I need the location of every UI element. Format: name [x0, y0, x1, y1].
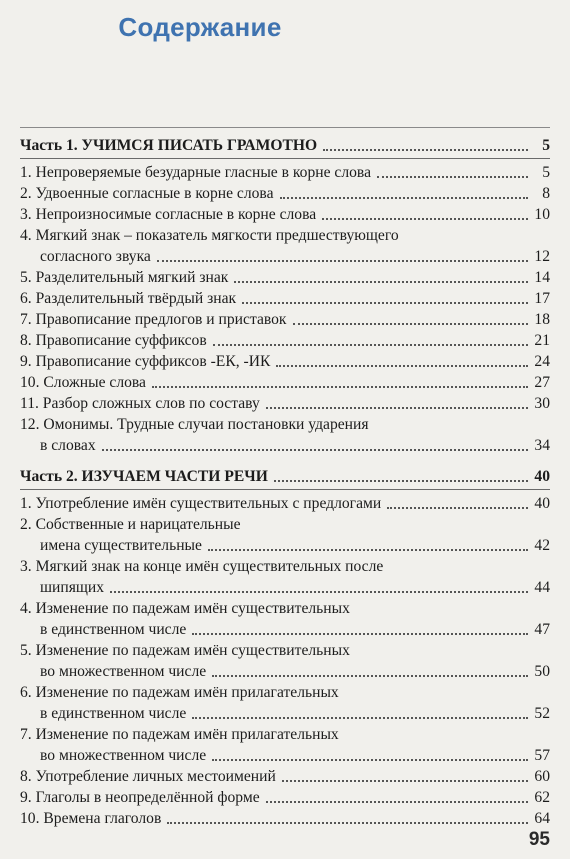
dot-leader	[157, 260, 528, 262]
toc-entry-text: 1. Употребление имён существительных с предлогами	[20, 495, 382, 512]
toc-entry-page: 10	[534, 206, 550, 223]
toc-entry-line	[20, 661, 550, 682]
toc-entry-text: в единственном числе	[40, 621, 187, 638]
toc-entry-text: 8. Употребление личных местоимений	[20, 768, 276, 785]
dot-leader	[102, 449, 528, 451]
toc-entry-page: 14	[534, 269, 550, 286]
toc-entry-text: 5. Изменение по падежам имён существительных	[20, 642, 350, 659]
dot-leader	[266, 801, 528, 803]
toc-entry-text: 3. Мягкий знак на конце имён существительных после	[20, 558, 384, 575]
toc-entry-text: 9. Глаголы в неопределённой форме	[20, 789, 260, 806]
dot-leader	[213, 344, 528, 346]
toc-entry[interactable]	[20, 414, 550, 456]
toc-entry-line	[20, 351, 550, 372]
toc-entry[interactable]	[20, 351, 550, 372]
dot-leader	[377, 176, 528, 178]
toc-entry-page: 18	[534, 311, 550, 328]
toc-entry-page: 42	[534, 537, 550, 554]
dot-leader	[242, 302, 528, 304]
toc-entry-text: 10. Сложные слова	[20, 374, 146, 391]
toc-entry-line	[20, 246, 550, 267]
toc-entry-line	[20, 493, 550, 514]
toc-entry-text: 8. Правописание суффиксов	[20, 332, 207, 349]
toc-entry[interactable]	[20, 724, 550, 766]
table-of-contents	[20, 135, 550, 829]
toc-entry-page: 24	[534, 353, 550, 370]
dot-leader	[387, 507, 528, 509]
toc-entry-text: 11. Разбор сложных слов по составу	[20, 395, 260, 412]
toc-entry-page: 50	[534, 663, 550, 680]
dot-leader	[212, 675, 528, 677]
toc-entry-page: 34	[534, 437, 550, 454]
toc-entry-line	[20, 682, 550, 703]
toc-entry-line	[20, 619, 550, 640]
toc-entry-text: имена существительные	[40, 537, 202, 554]
toc-entry[interactable]	[20, 225, 550, 267]
toc-part-label: Часть 1. УЧИМСЯ ПИСАТЬ ГРАМОТНО	[20, 137, 318, 154]
toc-entry[interactable]	[20, 493, 550, 514]
dot-leader	[293, 323, 528, 325]
toc-entry[interactable]	[20, 640, 550, 682]
toc-part-page: 40	[534, 468, 550, 485]
toc-entry-line	[20, 514, 550, 535]
dot-leader	[276, 365, 528, 367]
toc-entry-page: 62	[534, 789, 550, 806]
toc-entry-text: во множественном числе	[40, 663, 207, 680]
toc-entry-line	[20, 330, 550, 351]
toc-entry[interactable]	[20, 330, 550, 351]
page-title: Содержание	[118, 12, 282, 42]
toc-entry-page: 12	[534, 248, 550, 265]
toc-entry-text: 7. Изменение по падежам имён прилагательных	[20, 726, 339, 743]
toc-entry-line	[20, 808, 550, 829]
toc-entry-line	[20, 724, 550, 745]
page-number: 95	[528, 829, 550, 850]
toc-entry-line	[20, 288, 550, 309]
toc-entry-line	[20, 267, 550, 288]
toc-entry-page: 30	[534, 395, 550, 412]
toc-entry[interactable]	[20, 766, 550, 787]
toc-entry-text: 10. Времена глаголов	[20, 810, 162, 827]
toc-entry-line	[20, 598, 550, 619]
toc-entry-line	[20, 309, 550, 330]
toc-entry-text: в словах	[40, 437, 96, 454]
toc-part-label: Часть 2. ИЗУЧАЕМ ЧАСТИ РЕЧИ	[20, 468, 268, 485]
toc-entry-text: в единственном числе	[40, 705, 187, 722]
toc-entry-text: 1. Непроверяемые безударные гласные в корне слова	[20, 164, 371, 181]
toc-entry[interactable]	[20, 162, 550, 183]
toc-part-heading[interactable]	[20, 466, 550, 487]
dot-leader	[280, 197, 528, 199]
toc-entry[interactable]	[20, 808, 550, 829]
part-divider	[20, 158, 550, 159]
dot-leader	[322, 218, 528, 220]
toc-entry-line	[20, 556, 550, 577]
dot-leader	[110, 591, 528, 593]
toc-entry-text: во множественном числе	[40, 747, 207, 764]
toc-entry[interactable]	[20, 372, 550, 393]
toc-entry-line	[20, 640, 550, 661]
toc-entry-text: 7. Правописание предлогов и приставок	[20, 311, 287, 328]
toc-entry-line	[20, 372, 550, 393]
toc-part-page: 5	[542, 137, 550, 154]
toc-entry-page: 21	[534, 332, 550, 349]
toc-entry[interactable]	[20, 514, 550, 556]
toc-entry-line	[20, 787, 550, 808]
toc-entry-page: 60	[534, 768, 550, 785]
toc-entry-text: 9. Правописание суффиксов -ЕК, -ИК	[20, 353, 271, 370]
dot-leader	[323, 149, 528, 151]
dot-leader	[234, 281, 528, 283]
toc-entry[interactable]	[20, 288, 550, 309]
toc-entry-line	[20, 162, 550, 183]
dot-leader	[282, 780, 528, 782]
toc-part-heading[interactable]	[20, 135, 550, 156]
toc-entry-text: 6. Изменение по падежам имён прилагательных	[20, 684, 339, 701]
toc-entry-page: 44	[534, 579, 550, 596]
dot-leader	[274, 480, 528, 482]
toc-entry[interactable]	[20, 393, 550, 414]
toc-entry-text: шипящих	[40, 579, 105, 596]
toc-entry[interactable]	[20, 598, 550, 640]
toc-entry-text: 3. Непроизносимые согласные в корне слова	[20, 206, 317, 223]
part-gap	[20, 456, 550, 466]
toc-entry-page: 40	[534, 495, 550, 512]
toc-entry-text: 2. Удвоенные согласные в корне слова	[20, 185, 274, 202]
toc-entry-line	[20, 435, 550, 456]
toc-entry-text: согласного звука	[40, 248, 151, 265]
toc-entry-page: 8	[542, 185, 550, 202]
toc-entry-line	[20, 393, 550, 414]
dot-leader	[266, 407, 528, 409]
dot-leader	[152, 386, 528, 388]
toc-entry-text: 4. Мягкий знак – показатель мягкости предшествующего	[20, 227, 399, 244]
part-divider	[20, 489, 550, 490]
dot-leader	[208, 549, 528, 551]
toc-entry[interactable]	[20, 682, 550, 724]
toc-entry-page: 27	[534, 374, 550, 391]
dot-leader	[167, 822, 528, 824]
toc-entry-page: 52	[534, 705, 550, 722]
dot-leader	[192, 717, 528, 719]
dot-leader	[192, 633, 528, 635]
toc-entry-page: 47	[534, 621, 550, 638]
toc-entry-line	[20, 745, 550, 766]
toc-entry-page: 17	[534, 290, 550, 307]
toc-entry[interactable]	[20, 183, 550, 204]
toc-entry-text: 2. Собственные и нарицательные	[20, 516, 241, 533]
toc-entry-page: 5	[542, 164, 550, 181]
toc-entry-line	[20, 183, 550, 204]
toc-entry-line	[20, 577, 550, 598]
toc-entry-page: 64	[534, 810, 550, 827]
toc-entry[interactable]	[20, 556, 550, 598]
dot-leader	[212, 759, 528, 761]
toc-entry-line	[20, 703, 550, 724]
toc-entry[interactable]	[20, 204, 550, 225]
top-divider	[20, 127, 550, 128]
toc-entry-text: 5. Разделительный мягкий знак	[20, 269, 229, 286]
toc-entry-line	[20, 225, 550, 246]
toc-entry-text: 6. Разделительный твёрдый знак	[20, 290, 237, 307]
toc-entry[interactable]	[20, 787, 550, 808]
toc-entry-line	[20, 414, 550, 435]
toc-entry[interactable]	[20, 309, 550, 330]
toc-entry-text: 12. Омонимы. Трудные случаи постановки ударения	[20, 416, 369, 433]
toc-entry-line	[20, 535, 550, 556]
toc-entry-page: 57	[534, 747, 550, 764]
toc-entry-line	[20, 204, 550, 225]
toc-entry[interactable]	[20, 267, 550, 288]
toc-entry-text: 4. Изменение по падежам имён существительных	[20, 600, 350, 617]
toc-entry-line	[20, 766, 550, 787]
